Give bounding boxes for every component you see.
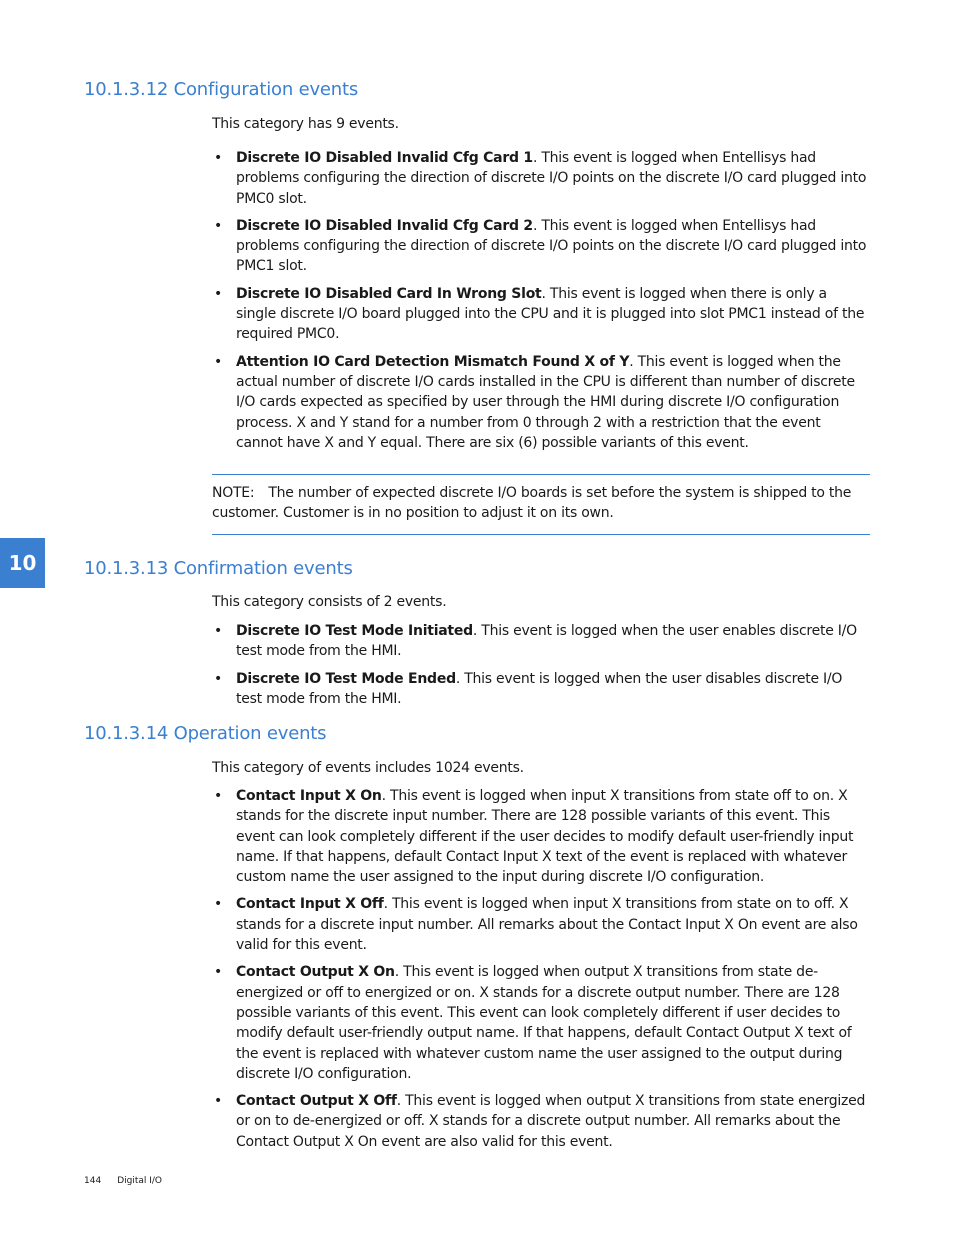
event-name: Contact Input X On: [236, 788, 382, 804]
note-top-divider: [212, 474, 870, 475]
note-box: [212, 483, 868, 524]
page-footer: [84, 1176, 178, 1186]
list-item: [236, 216, 870, 277]
list-item: [236, 669, 870, 710]
event-description: . This event is logged when the actual number of discrete I/O cards installed in the CPU is different than number of discrete I/O cards expected as specified by user through the HMI during discrete I/O configuration process. X and Y stand for a number from 0 through 2 with a restriction that the event cannot have X and Y equal. There are six (6) possible variants of this event.: [236, 353, 855, 451]
section-intro: This category has 9 events.: [212, 116, 399, 132]
event-name: Contact Output X Off: [236, 1093, 397, 1110]
event-description: . This event is logged when there is only a single discrete I/O board plugged into the CPU and it is plugged into slot PMC1 instead of the required PMC0.: [236, 285, 865, 343]
list-item: [236, 284, 870, 345]
event-name: Discrete IO Disabled Invalid Cfg Card 2: [236, 217, 533, 234]
section-intro: This category of events includes 1024 events.: [212, 760, 524, 776]
section-intro: This category consists of 2 events.: [212, 594, 447, 610]
event-description: . This event is logged when input X transitions from state on to off. X stands for a discrete input number. All remarks about the Contact Input X On event are also valid for this event.: [236, 896, 858, 954]
section-heading-confirmation-events: 10.1.3.13 Confirmation events: [84, 558, 353, 579]
chapter-tab: 10: [0, 538, 45, 588]
event-list-operation: [236, 786, 870, 1159]
event-name: Discrete IO Test Mode Initiated: [236, 623, 473, 639]
event-name: Discrete IO Disabled Invalid Cfg Card 1: [236, 150, 533, 166]
list-item: [236, 894, 870, 955]
event-description: . This event is logged when Entellisys had problems configuring the direction of discrete I/O points on the discrete I/O card plugged into PMC1 slot.: [236, 217, 867, 275]
list-item: [236, 352, 870, 453]
list-item: [236, 621, 870, 662]
list-item: [236, 1091, 870, 1152]
event-description: . This event is logged when the user enables discrete I/O test mode from the HMI.: [236, 623, 857, 660]
list-item: [236, 786, 870, 887]
note-label: NOTE:: [212, 485, 255, 501]
event-name: Contact Output X On: [236, 964, 395, 981]
event-description: . This event is logged when the user disables discrete I/O test mode from the HMI.: [236, 670, 843, 707]
list-item: [236, 148, 870, 209]
event-name: Discrete IO Disabled Card In Wrong Slot: [236, 285, 542, 302]
event-list-configuration: [236, 148, 870, 460]
section-heading-configuration-events: 10.1.3.12 Configuration events: [84, 79, 359, 100]
event-name: Attention IO Card Detection Mismatch Found X of Y: [236, 353, 630, 370]
note-text: The number of expected discrete I/O boards is set before the system is shipped to the customer. Customer is in no position to adjust it on its own.: [212, 485, 852, 522]
page-number: 144: [84, 1176, 102, 1186]
event-list-confirmation: [236, 621, 870, 716]
event-description: . This event is logged when input X transitions from state off to on. X stands for the discrete input number. There are 128 possible variants of this event. This event can look completely different if the user decides to modify default user-friendly input name. If that happens, default Contact Input X text of the event is replaced with whatever custom name the user assigned to the input during discrete I/O configuration.: [236, 788, 854, 886]
section-heading-operation-events: 10.1.3.14 Operation events: [84, 723, 327, 744]
event-description: . This event is logged when output X transitions from state de-energized or off to energized or on. X stands for a discrete output number. There are 128 possible variants of this event. This event can look completely different if user decides to modify default user-friendly output name. If that happens, default Contact Output X text of the event is replaced with whatever custom name the user assigned to the output during discrete I/O configuration.: [236, 964, 852, 1082]
note-bottom-divider: [212, 534, 870, 535]
event-description: . This event is logged when Entellisys had problems configuring the direction of discrete I/O points on the discrete I/O card plugged into PMC0 slot.: [236, 150, 867, 207]
event-name: Contact Input X Off: [236, 896, 384, 913]
list-item: [236, 962, 870, 1084]
footer-section-title: Digital I/O: [117, 1176, 163, 1186]
event-description: . This event is logged when output X transitions from state energized or on to de-energized or off. X stands for a discrete output number. All remarks about the Contact Output X On event are also valid for this event.: [236, 1093, 866, 1150]
event-name: Discrete IO Test Mode Ended: [236, 670, 456, 687]
